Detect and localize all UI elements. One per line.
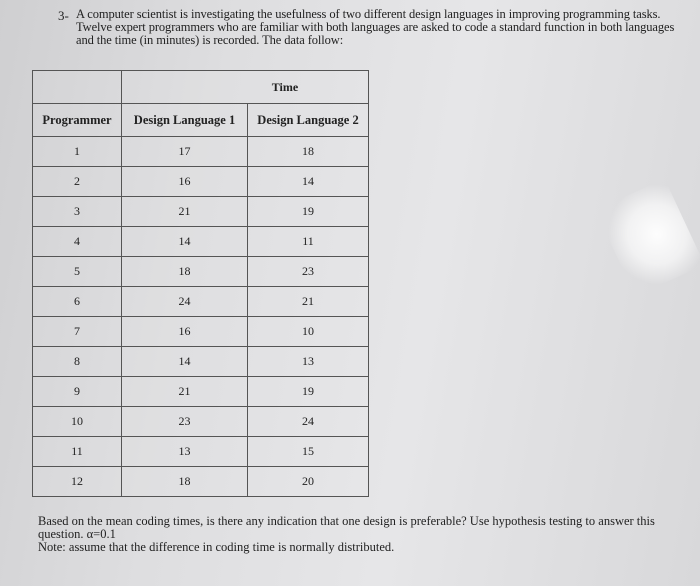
language-1-cell: 21 [122,377,248,407]
table-row [33,407,369,437]
table-body [33,137,369,497]
programmer-cell: 8 [33,347,122,377]
table-row [33,317,369,347]
language-1-cell: 24 [122,287,248,317]
language-2-cell: 20 [248,467,369,497]
language-1-cell: 16 [122,167,248,197]
language-2-cell: 10 [248,317,369,347]
programmer-cell: 9 [33,377,122,407]
table-row [33,257,369,287]
question-prompt: A computer scientist is investigating the usefulness of two different design languages in improving programming tasks. Twelve expert programmers who are familiar with both languages are asked to code a standard function in both languages and the time (in minutes) is recorded. The data follow: [76,7,675,47]
language-2-cell: 24 [248,407,369,437]
light-glare [595,178,700,296]
table-row [33,377,369,407]
programmer-cell: 11 [33,437,122,467]
programmer-cell: 7 [33,317,122,347]
programmer-cell: 5 [33,257,122,287]
language-1-cell: 16 [122,317,248,347]
language-1-cell: 18 [122,467,248,497]
language-1-cell: 21 [122,197,248,227]
language-2-cell: 15 [248,437,369,467]
language-2-cell: 21 [248,287,369,317]
question-number: 3- [58,8,69,23]
programmer-header: Programmer [33,104,122,137]
design-language-2-header: Design Language 2 [248,104,369,137]
language-1-cell: 14 [122,347,248,377]
language-2-cell: 18 [248,137,369,167]
programmer-cell: 6 [33,287,122,317]
programmer-cell: 12 [33,467,122,497]
language-1-cell: 14 [122,227,248,257]
table-header-row [33,104,369,137]
language-1-cell: 13 [122,437,248,467]
programmer-cell: 10 [33,407,122,437]
language-2-cell: 23 [248,257,369,287]
language-2-cell: 19 [248,197,369,227]
table-row [33,287,369,317]
question-instruction: Based on the mean coding times, is there any indication that one design is preferable? Use hypothesis testing to answer this question. α=0.1 [38,514,655,541]
language-1-cell: 18 [122,257,248,287]
table-row [33,167,369,197]
language-2-cell: 14 [248,167,369,197]
data-table [32,70,369,497]
table-row [33,227,369,257]
question-footer [38,515,688,554]
table-row [33,137,369,167]
programmer-cell: 2 [33,167,122,197]
time-header: Time [122,71,369,104]
table-row [33,437,369,467]
language-2-cell: 19 [248,377,369,407]
language-1-cell: 17 [122,137,248,167]
design-language-1-header: Design Language 1 [122,104,248,137]
header-blank-cell [33,71,122,104]
language-1-cell: 23 [122,407,248,437]
table-row [33,347,369,377]
language-2-cell: 13 [248,347,369,377]
language-2-cell: 11 [248,227,369,257]
table-group-header-row [33,71,369,104]
programmer-cell: 1 [33,137,122,167]
programmer-cell: 4 [33,227,122,257]
table-row [33,197,369,227]
programmer-cell: 3 [33,197,122,227]
question-note: Note: assume that the difference in coding time is normally distributed. [38,540,395,554]
table-row [33,467,369,497]
